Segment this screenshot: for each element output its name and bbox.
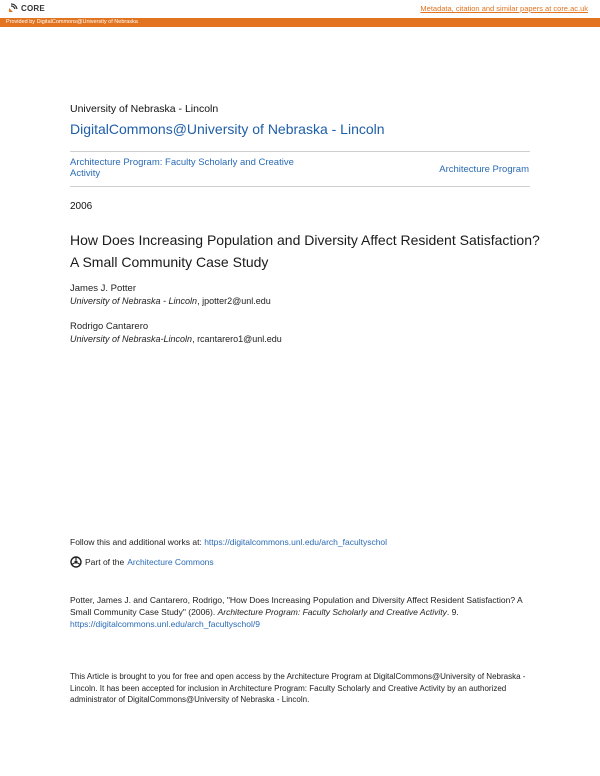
article-title: How Does Increasing Population and Diversity Affect Resident Satisfaction? A Small Community Case Study [70, 232, 540, 270]
author-name: James J. Potter [70, 283, 136, 294]
part-of-prefix: Part of the [85, 557, 125, 567]
publication-year: 2006 [70, 201, 93, 212]
divider [70, 151, 530, 152]
divider [70, 186, 530, 187]
citation-journal: Architecture Program: Faculty Scholarly and Creative Activity [217, 607, 447, 617]
citation-text: Potter, James J. and Cantarero, Rodrigo, "How Does Increasing Population and Diversity Affect Resident Satisfaction? A Small Community Case Study" (2006). [70, 595, 523, 617]
part-of-line [70, 556, 214, 568]
network-icon [70, 556, 82, 568]
author-email[interactable]: , jpotter2@unl.edu [197, 296, 271, 306]
core-logo[interactable] [8, 3, 45, 13]
core-header-bar [0, 0, 600, 18]
architecture-commons-link[interactable]: Architecture Commons [127, 557, 214, 567]
recommended-citation [70, 594, 535, 630]
follow-line [70, 537, 387, 547]
author-affiliation [70, 296, 271, 306]
collection-link[interactable]: Architecture Program: Faculty Scholarly and Creative Activity [70, 157, 294, 179]
provided-by-text: Provided by DigitalCommons@University of Nebraska [6, 19, 138, 25]
citation-url-link[interactable]: https://digitalcommons.unl.edu/arch_facultyschol/9 [70, 619, 260, 629]
author-email[interactable]: , rcantarero1@unl.edu [192, 334, 282, 344]
author-affiliation [70, 334, 282, 344]
repository-link[interactable]: DigitalCommons@University of Nebraska - Lincoln [70, 121, 385, 137]
citation-number: . 9. [446, 607, 459, 617]
author-name: Rodrigo Cantarero [70, 321, 149, 332]
affiliation-name: University of Nebraska-Lincoln [70, 334, 193, 344]
collection-url-link[interactable]: https://digitalcommons.unl.edu/arch_facultyschol [204, 537, 388, 547]
access-notice: This Article is brought to you for free and open access by the Architecture Program at DigitalCommons@University of Nebraska - Lincoln. It has been accepted for inclusion in Architecture Program: Faculty Scholarly and Creative Activity by an authorized administrator of DigitalCommons@University of Nebraska - Lincoln. [70, 672, 526, 704]
metadata-link[interactable]: Metadata, citation and similar papers at core.ac.uk [420, 4, 588, 13]
affiliation-name: University of Nebraska - Lincoln [70, 296, 198, 306]
follow-prefix: Follow this and additional works at: [70, 537, 205, 547]
provided-by-bar [0, 18, 600, 27]
core-logo-icon [8, 3, 18, 13]
department-link[interactable]: Architecture Program [439, 164, 529, 175]
institution-name: University of Nebraska - Lincoln [70, 103, 219, 115]
core-logo-text: CORE [21, 3, 45, 13]
